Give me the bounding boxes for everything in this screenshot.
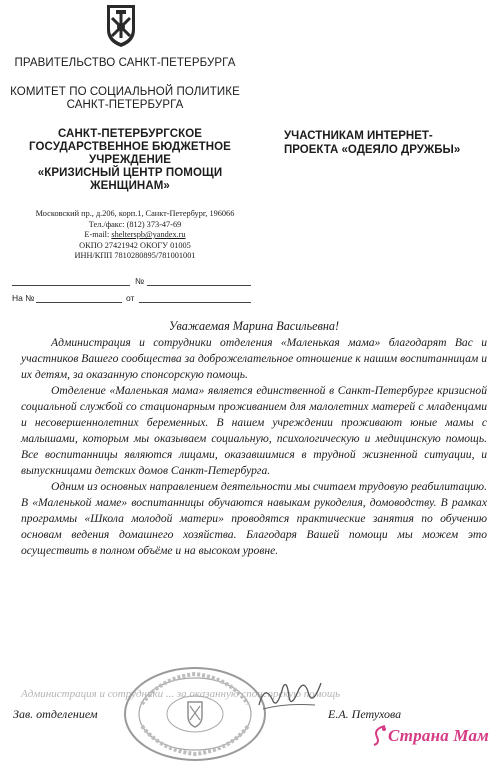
institution-line: САНКТ-ПЕТЕРБУРГСКОЕ	[57, 128, 203, 140]
committee-name-line1: КОМИТЕТ ПО СОЦИАЛЬНОЙ ПОЛИТИКЕ	[10, 86, 240, 98]
reg-number-line	[147, 285, 251, 286]
paragraph: Администрация и сотрудники отделения «Маленькая мама» благодарят Вас и участников Вашего сообщества за доброжелательное отношение к нашим воспитанницам и их детям, за оказанную спонсорскую помощь.	[21, 336, 487, 381]
ref-number-label: На №	[12, 293, 35, 303]
letter-body	[21, 318, 487, 559]
institution-line: ЖЕНЩИНАМ»	[90, 180, 170, 192]
ref-date-label: от	[126, 293, 135, 303]
handwritten-signature	[255, 675, 325, 715]
greeting: Уважаемая Марина Васильевна!	[168, 319, 340, 333]
government-name: ПРАВИТЕЛЬСТВО САНКТ-ПЕТЕРБУРГА	[14, 57, 236, 69]
reg-number-label: №	[135, 276, 145, 286]
recipient-line2: ПРОЕКТА «ОДЕЯЛО ДРУЖБЫ»	[284, 144, 461, 156]
signer-name: Е.А. Петухова	[328, 707, 402, 721]
institution-line: «КРИЗИСНЫЙ ЦЕНТР ПОМОЩИ	[37, 167, 223, 179]
institution-line: ГОСУДАРСТВЕННОЕ БЮДЖЕТНОЕ	[29, 141, 231, 153]
institution-contacts	[0, 209, 270, 262]
inn-line: ИНН/КПП 7810280895/781001001	[74, 251, 196, 261]
recipient-block	[284, 129, 494, 157]
phone-line: Тел./факс: (812) 373-47-69	[88, 219, 182, 229]
recipient-line1: УЧАСТНИКАМ ИНТЕРНЕТ-	[284, 130, 433, 142]
bleed-through-text: Администрация и сотрудники ... за оказанную спонсорскую помощь	[21, 688, 341, 700]
paragraph: Отделение «Маленькая мама» является единственной в Санкт-Петербурге кризисной социальной службой со стационарным проживанием для малолетних матерей с младенцами и несовершеннолетних беременных. В нашем учреждении проживают юные мамы с малышами, которым мы оказываем социальную, психологическую и медицинскую помощь. Все воспитанницы являются лицами, оказавшимися в трудной жизненной ситуации, и выпускницами детских домов Санкт-Петербурга.	[21, 384, 487, 477]
watermark-swirl-icon	[371, 723, 389, 747]
email-label: E-mail:	[84, 230, 112, 240]
address-line: Московский пр., д.206, корп.1, Санкт-Петербург, 196066	[35, 209, 235, 218]
institution-name	[5, 128, 255, 193]
committee-name-line2: САНКТ-ПЕТЕРБУРГА	[66, 99, 184, 111]
watermark-text: Страна Мам	[388, 726, 490, 745]
ref-number-line	[36, 302, 122, 303]
email-line	[0, 230, 270, 241]
signer-title: Зав. отделением	[13, 707, 98, 721]
coat-of-arms-emblem	[101, 2, 141, 48]
paragraph: Одним из основных направлением деятельности мы считаем трудовую реабилитацию. В «Маленькой маме» воспитанницы обучаются навыкам рукоделия, домоводству. В рамках программы «Школа молодой матери» проводятся практические занятия по обучению основам ведения домашнего хозяйства. Благодаря Вашей помощи мы можем это осуществить в полном объёме и на высоком уровне.	[21, 480, 487, 557]
reg-date-line	[12, 285, 130, 286]
okpo-line: ОКПО 27421942 ОКОГУ 01005	[79, 240, 191, 250]
ref-date-line	[139, 302, 251, 303]
round-stamp	[120, 664, 270, 764]
institution-line: УЧРЕЖДЕНИЕ	[88, 154, 172, 166]
email-link[interactable]: shelterspb@yandex.ru	[111, 230, 186, 240]
